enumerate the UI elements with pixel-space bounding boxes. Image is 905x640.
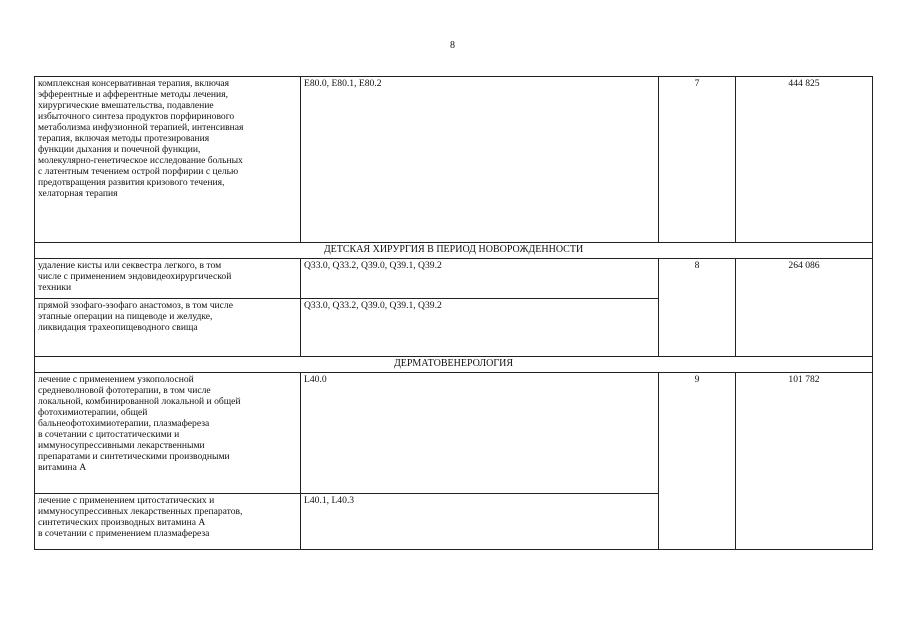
text-line: числе с применением эндовидеохирургической — [38, 271, 232, 282]
table-row — [35, 373, 873, 494]
text-line: избыточного синтеза продуктов порфиринового — [38, 111, 235, 122]
text-line: в сочетании с применением плазмафереза — [38, 528, 210, 539]
text-line: хелаторная терапия — [38, 188, 118, 199]
text-line: препаратами и синтетическими производными — [38, 451, 230, 462]
cost-cell: 264 086 — [736, 259, 873, 357]
treatment-table — [34, 76, 873, 550]
method-cell — [35, 494, 301, 550]
text-line: фотохимиотерапии, общей — [38, 407, 148, 418]
text-line: прямой эзофаго-эзофаго анастомоз, в том числе — [38, 300, 233, 311]
text-line: комплексная консервативная терапия, включая — [38, 78, 230, 89]
page-number: 8 — [450, 40, 455, 51]
text-line: иммуносупрессивными лекарственными — [38, 440, 205, 451]
number-cell: 7 — [659, 77, 736, 243]
number-cell: 8 — [659, 259, 736, 357]
section-header-row — [35, 357, 873, 373]
text-line: хирургические вмешательства, подавление — [38, 100, 214, 111]
text-line: эфферентные и афферентные методы лечения, — [38, 89, 228, 100]
text-line: синтетических производных витамина А — [38, 517, 206, 528]
text-line: витамина А — [38, 462, 87, 473]
method-cell — [35, 259, 301, 299]
text-line: предотвращения развития кризового течения, — [38, 177, 225, 188]
text-line: молекулярно-генетическое исследование больных — [38, 155, 243, 166]
codes-cell: L40.1, L40.3 — [301, 494, 659, 550]
text-line: удаление кисты или секвестра легкого, в том — [38, 260, 222, 271]
codes-cell: L40.0 — [301, 373, 659, 494]
section-title-dermatovenereology: ДЕРМАТОВЕНЕРОЛОГИЯ — [35, 357, 873, 373]
cost-cell: 444 825 — [736, 77, 873, 243]
text-line: функции дыхания и почечной функции, — [38, 144, 201, 155]
text-line: с латентным течением острой порфирии с целью — [38, 166, 239, 177]
text-line: иммуносупрессивных лекарственных препаратов, — [38, 506, 243, 517]
number-cell: 9 — [659, 373, 736, 550]
section-header-row — [35, 243, 873, 259]
section-title-pediatric-surgery: ДЕТСКАЯ ХИРУРГИЯ В ПЕРИОД НОВОРОЖДЕННОСТИ — [35, 243, 873, 259]
text-line: в сочетании с цитостатическими и — [38, 429, 180, 440]
table-row — [35, 259, 873, 299]
text-line: бальнеофотохимиотерапии, плазмафереза — [38, 418, 210, 429]
text-line: лечение с применением узкополосной — [38, 374, 194, 385]
codes-cell: Q33.0, Q33.2, Q39.0, Q39.1, Q39.2 — [301, 259, 659, 299]
text-line: средневолновой фототерапии, в том числе — [38, 385, 211, 396]
method-cell — [35, 299, 301, 357]
text-line: лечение с применением цитостатических и — [38, 495, 215, 506]
table-row — [35, 77, 873, 243]
text-line: терапия, включая методы протезирования — [38, 133, 210, 144]
text-line: метаболизма инфузионной терапией, интенсивная — [38, 122, 244, 133]
text-line: ликвидация трахеопищеводного свища — [38, 322, 198, 333]
text-line: этапные операции на пищеводе и желудке, — [38, 311, 213, 322]
method-cell — [35, 373, 301, 494]
codes-cell: E80.0, E80.1, E80.2 — [301, 77, 659, 243]
cost-cell: 101 782 — [736, 373, 873, 550]
method-cell — [35, 77, 301, 243]
text-line: техники — [38, 282, 72, 293]
text-line: локальной, комбинированной локальной и общей — [38, 396, 241, 407]
codes-cell: Q33.0, Q33.2, Q39.0, Q39.1, Q39.2 — [301, 299, 659, 357]
